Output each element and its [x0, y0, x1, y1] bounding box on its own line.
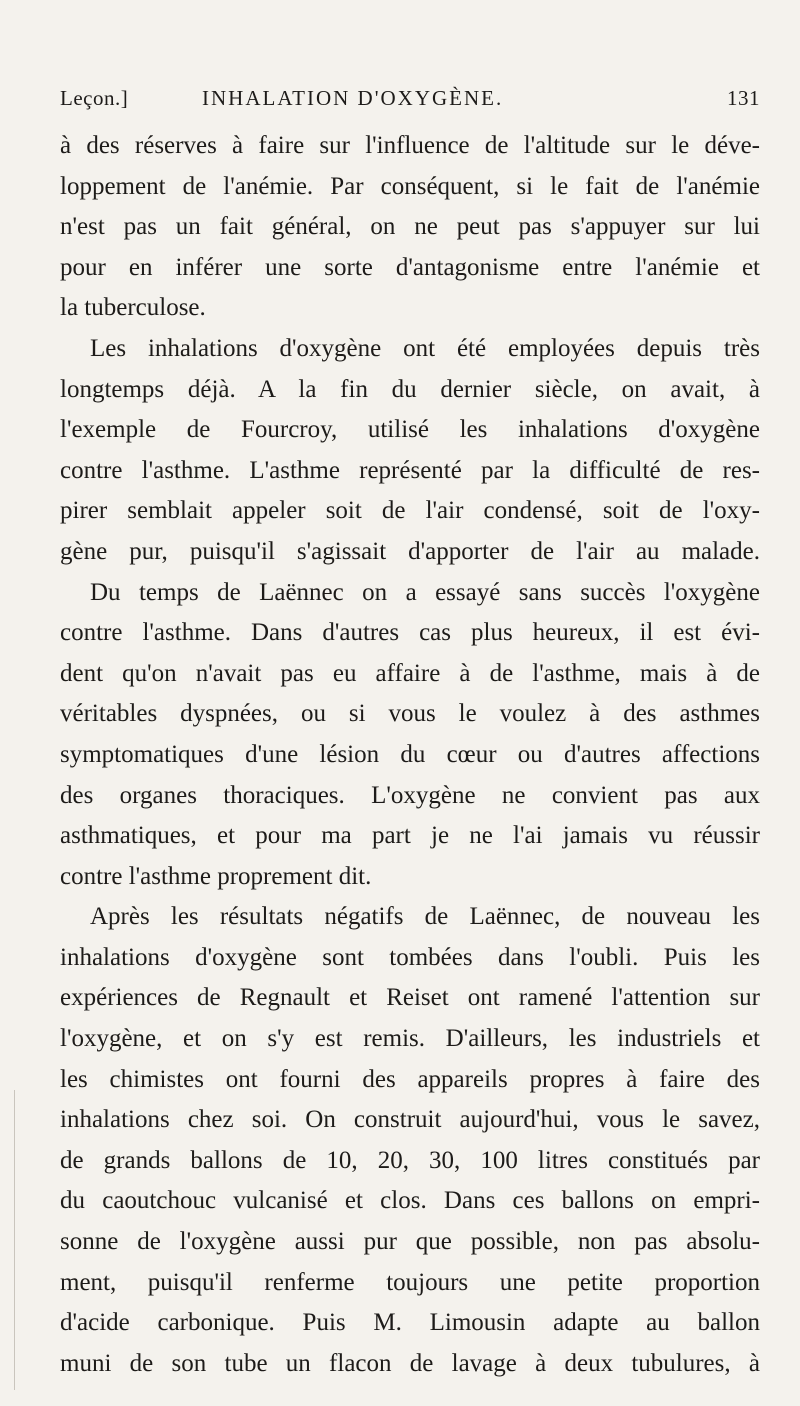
- text-line: contre l'asthme. L'asthme représenté par la difficulté de res-: [60, 456, 760, 484]
- text-line: l'exemple de Fourcroy, utilisé les inhalations d'oxygène: [60, 416, 760, 444]
- text-line: d'acide carbonique. Puis M. Limousin adapte au ballon: [60, 1309, 760, 1337]
- text-line: inhalations d'oxygène sont tombées dans l'oubli. Puis les: [60, 943, 760, 971]
- text-line: pour en inférer une sorte d'antagonisme entre l'anémie et: [60, 253, 760, 281]
- text-line: muni de son tube un flacon de lavage à deux tubulures, à: [60, 1349, 760, 1377]
- text-line: de grands ballons de 10, 20, 30, 100 litres constitués par: [60, 1146, 760, 1174]
- text-line: véritables dyspnées, ou si vous le voulez à des asthmes: [60, 700, 760, 728]
- running-header: [60, 86, 760, 116]
- text-line: longtemps déjà. A la fin du dernier siècle, on avait, à: [60, 375, 760, 403]
- page-edge-shadow: [14, 1090, 15, 1390]
- text-line: pirer semblait appeler soit de l'air condensé, soit de l'oxy-: [60, 497, 760, 525]
- chapter-title: INHALATION D'OXYGÈNE.: [202, 86, 504, 110]
- text-line: du caoutchouc vulcanisé et clos. Dans ces ballons on empri-: [60, 1187, 760, 1215]
- page-number: 131: [727, 86, 760, 110]
- text-line: loppement de l'anémie. Par conséquent, si le fait de l'anémie: [60, 172, 760, 200]
- text-line: contre l'asthme proprement dit.: [60, 862, 372, 890]
- text-line: inhalations chez soi. On construit aujourd'hui, vous le savez,: [60, 1106, 760, 1134]
- paragraph-start: Les inhalations d'oxygène ont été employées depuis très: [90, 334, 760, 362]
- paragraph-start: Après les résultats négatifs de Laënnec, de nouveau les: [90, 903, 760, 931]
- text-line: symptomatiques d'une lésion du cœur ou d'autres affections: [60, 740, 760, 768]
- text-line: sonne de l'oxygène aussi pur que possible, non pas absolu-: [60, 1228, 760, 1256]
- text-line: la tuberculose.: [60, 294, 206, 322]
- text-line: expériences de Regnault et Reiset ont ramené l'attention sur: [60, 984, 760, 1012]
- text-line: n'est pas un fait général, on ne peut pas s'appuyer sur lui: [60, 213, 760, 241]
- text-line: dent qu'on n'avait pas eu affaire à de l'asthme, mais à de: [60, 659, 760, 687]
- body-text: [60, 126, 760, 1384]
- text-line: asthmatiques, et pour ma part je ne l'ai jamais vu réussir: [60, 822, 760, 850]
- text-line: les chimistes ont fourni des appareils propres à faire des: [60, 1065, 760, 1093]
- text-line: des organes thoraciques. L'oxygène ne convient pas aux: [60, 781, 760, 809]
- lesson-label: Leçon.]: [60, 86, 129, 110]
- text-line: l'oxygène, et on s'y est remis. D'ailleurs, les industriels et: [60, 1025, 760, 1053]
- text-line: à des réserves à faire sur l'influence de l'altitude sur le déve-: [60, 132, 760, 159]
- paragraph-start: Du temps de Laënnec on a essayé sans succès l'oxygène: [90, 578, 760, 606]
- text-line: contre l'asthme. Dans d'autres cas plus heureux, il est évi-: [60, 619, 760, 647]
- text-line: gène pur, puisqu'il s'agissait d'apporter de l'air au malade.: [60, 537, 760, 565]
- text-line: ment, puisqu'il renferme toujours une petite proportion: [60, 1268, 760, 1296]
